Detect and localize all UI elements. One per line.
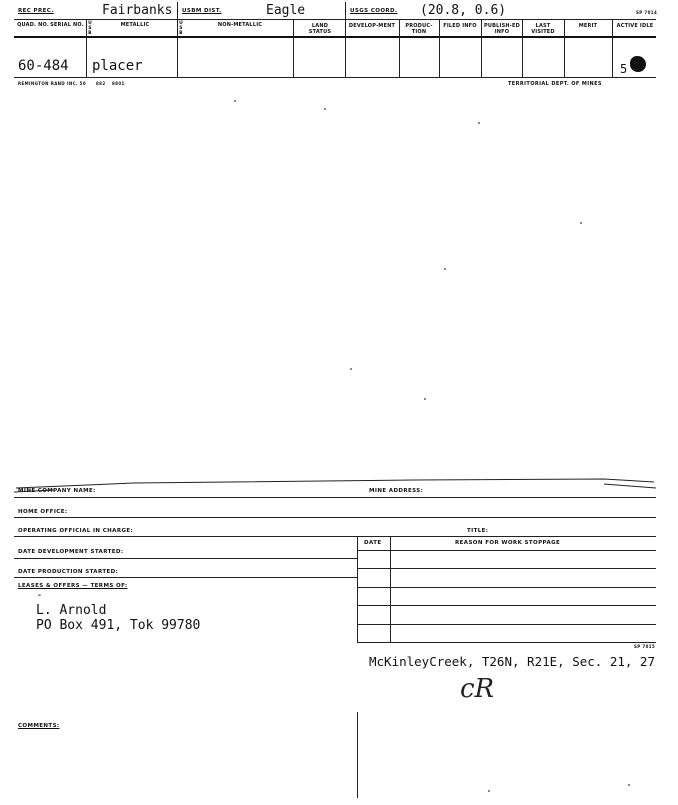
location-text: McKinleyCreek, T26N, R21E, Sec. 21, 27 — [369, 654, 655, 669]
usbm-dist-value: Eagle — [266, 3, 306, 18]
title-label: TITLE: — [467, 528, 489, 534]
reason-col-header: REASON FOR WORK STOPPAGE — [455, 540, 561, 546]
date-col-header: DATE — [364, 540, 382, 546]
col-production: PRODUC-TION — [405, 23, 433, 35]
col-filed-info: FILED INFO — [443, 23, 477, 29]
form-code-top: SP 7014 — [636, 10, 658, 15]
usgs-coord-value: (20.8, 0.6) — [420, 3, 507, 18]
date-prod-started-label: DATE PRODUCTION STARTED: — [18, 569, 119, 575]
col-usbm-right: U S B — [179, 21, 183, 36]
mine-company-name-label: MINE COMPANY NAME: — [18, 488, 96, 494]
col-serial-no: SERIAL NO. — [50, 22, 84, 28]
mine-address-label: MINE ADDRESS: — [369, 488, 424, 494]
lease-dash: - — [36, 588, 43, 601]
torn-edge — [14, 474, 658, 494]
territorial-dept: TERRITORIAL DEPT. OF MINES — [508, 81, 602, 87]
ink-blot — [630, 56, 646, 72]
printer-label: REMINGTON RAND INC. 50 — [18, 81, 86, 86]
col-published-info: PUBLISH-ED INFO — [483, 23, 520, 35]
col-quad-no: QUAD. NO. — [17, 22, 49, 28]
leases-offers-label: LEASES & OFFERS — TERMS OF: — [18, 583, 128, 589]
usgs-coord-label: USGS COORD. — [350, 8, 398, 14]
col-merit: MERIT — [578, 23, 598, 29]
home-office-label: HOME OFFICE: — [18, 509, 68, 515]
rec-prec-label: REC PREC. — [18, 8, 54, 14]
col-development: DEVELOP-MENT — [348, 23, 396, 29]
usbm-dist-label: USBM DIST. — [182, 8, 222, 14]
col-non-metallic: NON-METALLIC — [217, 22, 263, 28]
col-metallic: METALLIC — [120, 22, 150, 28]
rec-prec-value: Fairbanks — [102, 3, 173, 18]
code-8801: 8801 — [112, 81, 125, 86]
col-active-idle: ACTIVE IDLE — [616, 23, 654, 29]
code-882: 882 — [96, 81, 106, 86]
lease-address: PO Box 491, Tok 99780 — [36, 618, 201, 633]
handwritten-initials: cR — [460, 674, 495, 704]
lease-name: L. Arnold — [36, 603, 107, 618]
operating-official-label: OPERATING OFFICIAL IN CHARGE: — [18, 528, 134, 534]
row-metallic: placer — [92, 58, 143, 74]
comments-label: COMMENTS: — [18, 723, 60, 729]
col-usbm-left: U S B — [88, 21, 92, 36]
form-code-bottom: SP 7015 — [634, 644, 656, 649]
col-last-visited: LAST VISITED — [531, 23, 555, 35]
date-dev-started-label: DATE DEVELOPMENT STARTED: — [18, 549, 124, 555]
col-land-status: LAND STATUS — [308, 23, 332, 35]
row-quad-serial: 60-484 — [18, 58, 69, 74]
row-active-mark: 5 — [620, 62, 628, 76]
